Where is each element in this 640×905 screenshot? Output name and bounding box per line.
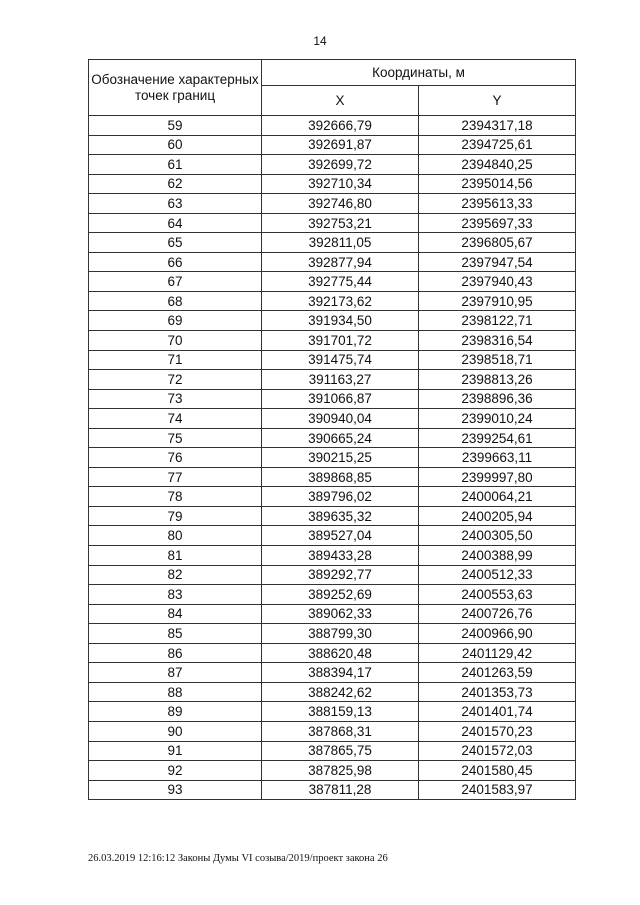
cell-y: 2401353,73	[419, 682, 576, 702]
cell-x: 392775,44	[262, 272, 419, 292]
cell-x: 390940,04	[262, 409, 419, 429]
cell-point: 76	[89, 448, 262, 468]
table-row	[89, 448, 576, 468]
cell-point: 67	[89, 272, 262, 292]
table-row	[89, 409, 576, 429]
cell-x: 392699,72	[262, 155, 419, 175]
cell-y: 2400205,94	[419, 506, 576, 526]
cell-x: 389527,04	[262, 526, 419, 546]
cell-point: 69	[89, 311, 262, 331]
cell-x: 387811,28	[262, 780, 419, 800]
table-row	[89, 252, 576, 272]
cell-y: 2401583,97	[419, 780, 576, 800]
table-row	[89, 604, 576, 624]
cell-point: 60	[89, 135, 262, 155]
table-row	[89, 565, 576, 585]
cell-x: 389292,77	[262, 565, 419, 585]
table-row	[89, 721, 576, 741]
cell-y: 2398896,36	[419, 389, 576, 409]
table-row	[89, 155, 576, 175]
cell-point: 81	[89, 546, 262, 566]
cell-y: 2399010,24	[419, 409, 576, 429]
cell-point: 61	[89, 155, 262, 175]
cell-x: 389062,33	[262, 604, 419, 624]
cell-y: 2398316,54	[419, 331, 576, 351]
cell-point: 78	[89, 487, 262, 507]
table-row	[89, 546, 576, 566]
cell-x: 388799,30	[262, 624, 419, 644]
table-row	[89, 780, 576, 800]
cell-y: 2401570,23	[419, 721, 576, 741]
cell-y: 2400726,76	[419, 604, 576, 624]
cell-y: 2396805,67	[419, 233, 576, 253]
cell-y: 2400388,99	[419, 546, 576, 566]
table-row	[89, 311, 576, 331]
cell-x: 391475,74	[262, 350, 419, 370]
cell-x: 392746,80	[262, 194, 419, 214]
cell-x: 387825,98	[262, 761, 419, 781]
cell-x: 392753,21	[262, 213, 419, 233]
header-point: Обозначение характерных точек границ	[89, 60, 262, 116]
cell-x: 391701,72	[262, 331, 419, 351]
cell-point: 71	[89, 350, 262, 370]
header-x: X	[262, 86, 419, 116]
table-row	[89, 526, 576, 546]
cell-x: 388159,13	[262, 702, 419, 722]
cell-point: 75	[89, 428, 262, 448]
table-row	[89, 624, 576, 644]
cell-x: 392710,34	[262, 174, 419, 194]
header-y: Y	[419, 86, 576, 116]
cell-y: 2394317,18	[419, 116, 576, 136]
cell-point: 73	[89, 389, 262, 409]
table-row	[89, 116, 576, 136]
cell-y: 2401263,59	[419, 663, 576, 683]
table-row	[89, 761, 576, 781]
table-row	[89, 741, 576, 761]
cell-x: 388620,48	[262, 643, 419, 663]
table-row	[89, 663, 576, 683]
cell-x: 389635,32	[262, 506, 419, 526]
table-row	[89, 233, 576, 253]
table-row	[89, 643, 576, 663]
cell-y: 2399997,80	[419, 467, 576, 487]
cell-point: 62	[89, 174, 262, 194]
cell-y: 2394725,61	[419, 135, 576, 155]
cell-x: 387868,31	[262, 721, 419, 741]
table-row	[89, 428, 576, 448]
cell-y: 2397947,54	[419, 252, 576, 272]
cell-y: 2401572,03	[419, 741, 576, 761]
cell-point: 65	[89, 233, 262, 253]
cell-y: 2400966,90	[419, 624, 576, 644]
cell-x: 389252,69	[262, 585, 419, 605]
table-row	[89, 702, 576, 722]
cell-x: 391163,27	[262, 370, 419, 390]
cell-x: 391934,50	[262, 311, 419, 331]
table-row	[89, 682, 576, 702]
cell-point: 70	[89, 331, 262, 351]
cell-point: 91	[89, 741, 262, 761]
cell-point: 74	[89, 409, 262, 429]
cell-y: 2398518,71	[419, 350, 576, 370]
cell-x: 392691,87	[262, 135, 419, 155]
cell-y: 2394840,25	[419, 155, 576, 175]
cell-point: 80	[89, 526, 262, 546]
cell-y: 2398122,71	[419, 311, 576, 331]
header-coordinates: Координаты, м	[262, 60, 576, 86]
cell-x: 388394,17	[262, 663, 419, 683]
cell-point: 66	[89, 252, 262, 272]
cell-x: 388242,62	[262, 682, 419, 702]
cell-x: 392877,94	[262, 252, 419, 272]
cell-y: 2400512,33	[419, 565, 576, 585]
cell-point: 79	[89, 506, 262, 526]
cell-y: 2399663,11	[419, 448, 576, 468]
cell-x: 392666,79	[262, 116, 419, 136]
cell-point: 85	[89, 624, 262, 644]
table-row	[89, 506, 576, 526]
table-row	[89, 585, 576, 605]
cell-point: 92	[89, 761, 262, 781]
cell-point: 84	[89, 604, 262, 624]
cell-x: 389868,85	[262, 467, 419, 487]
table-header-row	[89, 60, 576, 86]
cell-y: 2400553,63	[419, 585, 576, 605]
cell-x: 392173,62	[262, 291, 419, 311]
page-number: 14	[313, 34, 327, 48]
cell-point: 93	[89, 780, 262, 800]
cell-y: 2399254,61	[419, 428, 576, 448]
cell-point: 72	[89, 370, 262, 390]
cell-y: 2401401,74	[419, 702, 576, 722]
cell-y: 2400305,50	[419, 526, 576, 546]
cell-x: 389796,02	[262, 487, 419, 507]
cell-point: 59	[89, 116, 262, 136]
cell-point: 68	[89, 291, 262, 311]
cell-y: 2395697,33	[419, 213, 576, 233]
table-row	[89, 487, 576, 507]
cell-x: 391066,87	[262, 389, 419, 409]
cell-point: 88	[89, 682, 262, 702]
cell-x: 387865,75	[262, 741, 419, 761]
cell-y: 2401580,45	[419, 761, 576, 781]
table-body	[89, 116, 576, 800]
cell-x: 390665,24	[262, 428, 419, 448]
table-row	[89, 272, 576, 292]
table-row	[89, 174, 576, 194]
table-row	[89, 135, 576, 155]
cell-point: 63	[89, 194, 262, 214]
footer-stamp: 26.03.2019 12:16:12 Законы Думы VI созыва/2019/проект закона 26	[88, 853, 388, 864]
cell-point: 64	[89, 213, 262, 233]
cell-point: 86	[89, 643, 262, 663]
cell-x: 390215,25	[262, 448, 419, 468]
cell-y: 2395014,56	[419, 174, 576, 194]
cell-point: 87	[89, 663, 262, 683]
table-row	[89, 213, 576, 233]
table-row	[89, 467, 576, 487]
cell-y: 2397940,43	[419, 272, 576, 292]
table-row	[89, 194, 576, 214]
table-row	[89, 389, 576, 409]
cell-y: 2398813,26	[419, 370, 576, 390]
cell-point: 89	[89, 702, 262, 722]
coordinates-table	[88, 59, 576, 800]
table-row	[89, 350, 576, 370]
cell-point: 90	[89, 721, 262, 741]
cell-x: 389433,28	[262, 546, 419, 566]
cell-x: 392811,05	[262, 233, 419, 253]
table-row	[89, 331, 576, 351]
cell-y: 2400064,21	[419, 487, 576, 507]
cell-y: 2395613,33	[419, 194, 576, 214]
cell-point: 77	[89, 467, 262, 487]
table-row	[89, 291, 576, 311]
cell-point: 83	[89, 585, 262, 605]
table-row	[89, 370, 576, 390]
cell-y: 2401129,42	[419, 643, 576, 663]
cell-y: 2397910,95	[419, 291, 576, 311]
cell-point: 82	[89, 565, 262, 585]
